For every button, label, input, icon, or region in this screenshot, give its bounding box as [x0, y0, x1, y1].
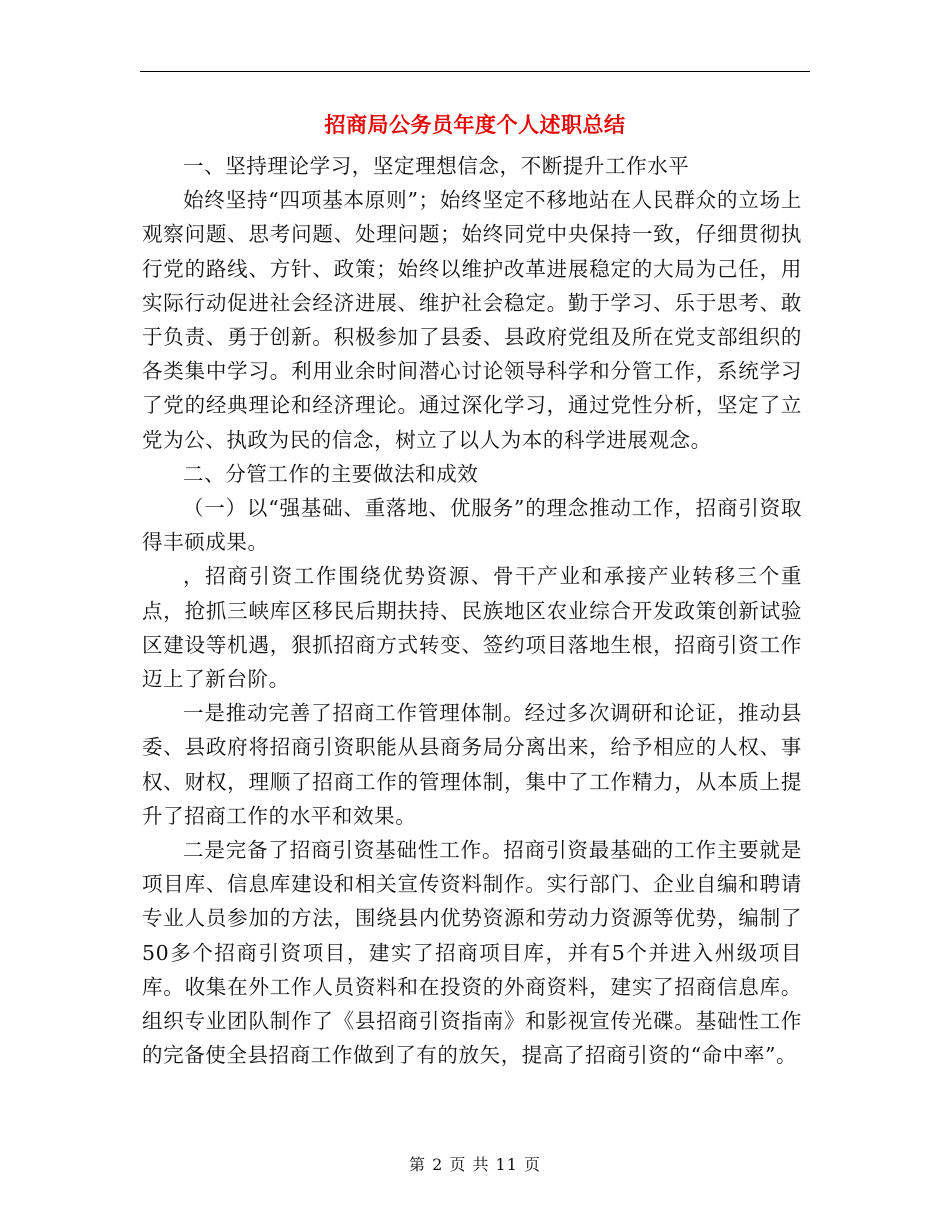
- document-title: 招商局公务员年度个人述职总结: [324, 112, 626, 137]
- header-rule: [140, 71, 810, 72]
- paragraph-investment-overview: ，招商引资工作围绕优势资源、骨干产业和承接产业转移三个重点，抢抓三峡库区移民后期扶持、民族地区农业综合开发政策创新试验区建设等机遇，狠抓招商方式转变、签约项目落地生根，招商引资工作迈上了新台阶。: [142, 564, 802, 692]
- section-heading-2: 二、分管工作的主要做法和成效: [183, 461, 479, 486]
- section-heading-1: 一、坚持理论学习，坚定理想信念，不断提升工作水平: [183, 154, 690, 178]
- document-body: [142, 149, 802, 1072]
- subsection-heading-1: （一）以“强基础、重落地、优服务”的理念推动工作，招商引资取得丰硕成果。: [142, 496, 802, 555]
- paragraph-management-system: 一是推动完善了招商工作管理体制。经过多次调研和论证，推动县委、县政府将招商引资职能从县商务局分离出来，给予相应的人权、事权、财权，理顺了招商工作的管理体制，集中了工作精力，从本质上提升了招商工作的水平和效果。: [142, 701, 802, 828]
- paragraph-basic-work: 二是完备了招商引资基础性工作。招商引资最基础的工作主要就是项目库、信息库建设和相关宣传资料制作。实行部门、企业自编和聘请专业人员参加的方法，围绕县内优势资源和劳动力资源等优势，编制了50多个招商引资项目，建实了招商项目库，并有5个并进入州级项目库。收集在外工作人员资料和在投资的外商资料，建实了招商信息库。组织专业团队制作了《县招商引资指南》和影视宣传光碟。基础性工作的完备使全县招商工作做到了有的放矢，提高了招商引资的“命中率”。: [142, 838, 802, 1068]
- paragraph-theory-study: 始终坚持“四项基本原则”；始终坚定不移地站在人民群众的立场上观察问题、思考问题、处理问题；始终同党中央保持一致，仔细贯彻执行党的路线、方针、政策；始终以维护改革进展稳定的大局为己任，用实际行动促进社会经济进展、维护社会稳定。勤于学习、乐于思考、敢于负责、勇于创新。积极参加了县委、县政府党组及所在党支部组织的各类集中学习。利用业余时间潜心讨论领导科学和分管工作，系统学习了党的经典理论和经济理论。通过深化学习，通过党性分析，坚定了立党为公、执政为民的信念，树立了以人为本的科学进展观念。: [142, 188, 802, 452]
- page-number: 第 2 页 共 11 页: [409, 1155, 541, 1174]
